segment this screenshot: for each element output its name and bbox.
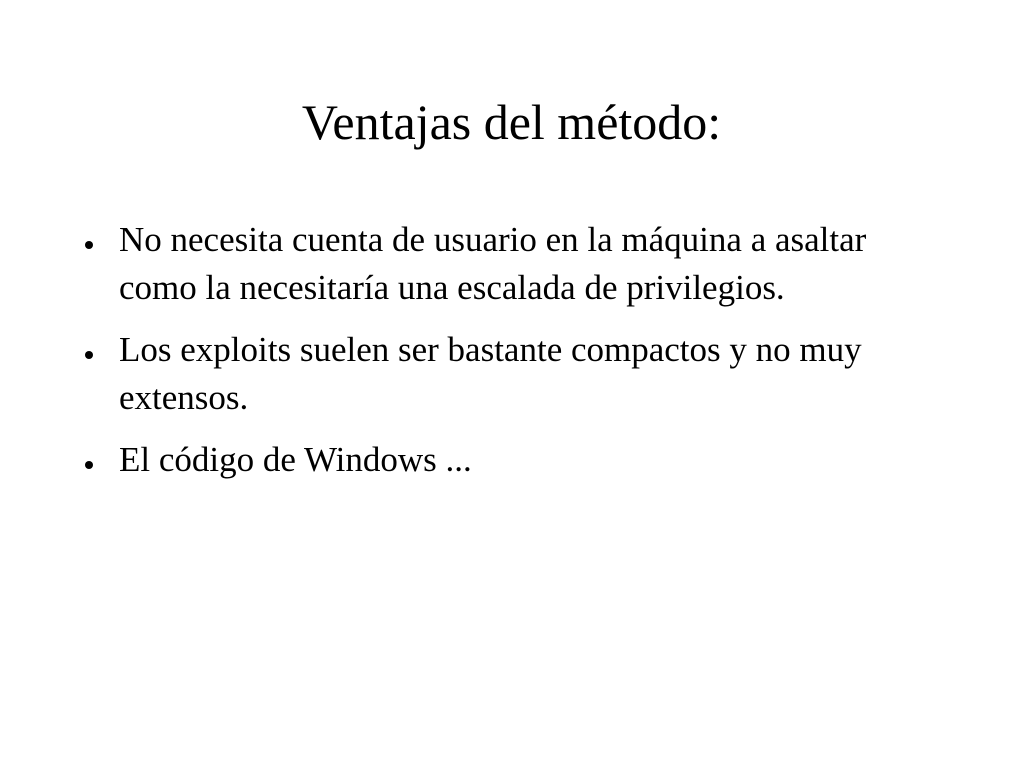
bullet-icon (85, 241, 93, 249)
bullet-text: Los exploits suelen ser bastante compactos y no muy extensos. (119, 330, 862, 417)
bullet-icon (85, 461, 93, 469)
slide-title: Ventajas del método: (301, 94, 722, 150)
bullet-item (82, 216, 922, 312)
bullet-icon (85, 351, 93, 359)
bullet-item (82, 326, 922, 422)
bullet-item (82, 436, 922, 484)
bullet-text: El código de Windows ... (119, 440, 472, 479)
bullet-list (82, 216, 922, 498)
bullet-text: No necesita cuenta de usuario en la máquina a asaltar como la necesitaría una escalada de privilegios. (119, 220, 867, 307)
